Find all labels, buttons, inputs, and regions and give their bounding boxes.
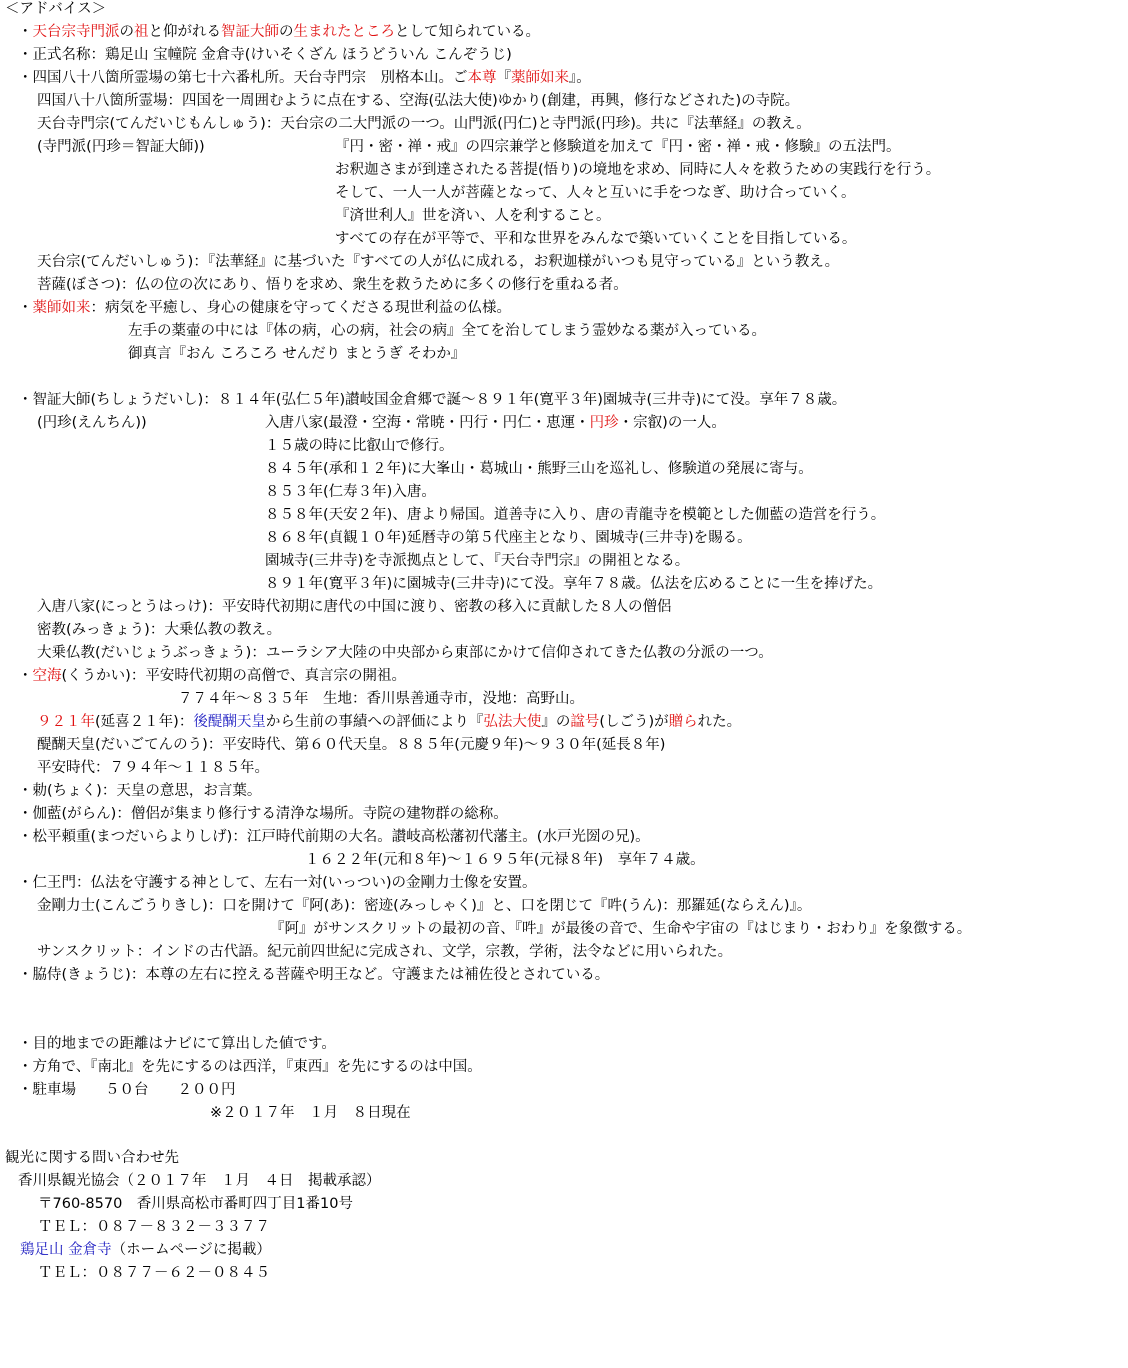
text-segment: ・松平頼重(まつだいらよりしげ)：江戸時代前期の大名。讃岐高松藩初代藩主。(水戸光圀の兄)。 [18, 829, 650, 845]
highlighted-text: 生まれたところ [293, 24, 395, 40]
text-segment: ・勅(ちょく)：天皇の意思，お言葉。 [18, 783, 262, 799]
highlighted-text: 鶏足山 金倉寺 [20, 1242, 112, 1258]
text-line [305, 850, 705, 870]
text-segment: 入唐八家(にっとうはっけ)：平安時代初期に唐代の中国に渡り、密教の移入に貢献した８人の僧侶 [37, 599, 672, 615]
text-line [37, 758, 269, 778]
text-line [37, 712, 741, 732]
text-segment: ・四国八十八箇所霊場の第七十六番札所。天台寺門宗 別格本山。ご [18, 70, 468, 86]
text-line [37, 275, 628, 295]
text-segment: ・ [18, 24, 33, 40]
text-line [20, 1240, 271, 1260]
text-segment: 菩薩(ぼさつ)：仏の位の次にあり、悟りを求め、衆生を救うために多くの修行を重ねる者。 [37, 277, 628, 293]
highlighted-text: 円珍 [589, 415, 619, 431]
text-line [37, 620, 281, 640]
text-segment: ・仁王門：仏法を守護する神として、左右一対(いっつい)の金剛力士像を安置。 [18, 875, 537, 891]
text-line [37, 114, 811, 134]
text-segment: ・目的地までの距離はナビにて算出した値です。 [18, 1036, 336, 1052]
text-segment: そして、一人一人が菩薩となって、人々と互いに手をつなぎ、助け合っていく。 [335, 185, 856, 201]
highlighted-text: 後醍醐天皇 [193, 714, 266, 730]
text-segment: の [279, 24, 294, 40]
text-segment: 左手の薬壷の中には『体の病，心の病，社会の病』全てを治してしまう霊妙なる薬が入っている。 [128, 323, 766, 339]
text-segment: ・駐車場 ５０台 ２００円 [18, 1082, 236, 1098]
highlighted-text: 薬師如来 [32, 300, 91, 316]
text-line [335, 229, 856, 249]
text-segment: (円珍(えんちん)) [37, 415, 147, 431]
text-line [37, 413, 147, 433]
text-line [335, 160, 940, 180]
text-line [335, 206, 611, 226]
text-segment: として知られている。 [395, 24, 540, 40]
text-segment: ＴＥＬ：０８７－８３２－３３７７ [38, 1219, 270, 1235]
text-line [265, 482, 436, 502]
text-segment: ・ [18, 668, 33, 684]
text-line [18, 781, 261, 801]
text-segment: ・智証大師(ちしょうだいし)：８１４年(弘仁５年)讃岐国金倉郷で誕～８９１年(寛平３年)園城寺(三井寺)にて没。享年７８歳。 [18, 392, 847, 408]
text-segment: 『円・密・禅・戒』の四宗兼学と修験道を加えて『円・密・禅・戒・修験』の五法門。 [335, 139, 901, 155]
highlighted-text: 智証大師 [221, 24, 279, 40]
text-line [18, 804, 508, 824]
text-line [37, 735, 665, 755]
text-segment: (くうかい)：平安時代初期の高僧で、真言宗の開祖。 [61, 668, 407, 684]
text-segment: 『 [496, 70, 511, 86]
text-segment: ８５３年(仁寿３年)入唐。 [265, 484, 436, 500]
advice-heading: ＜アドバイス＞ [5, 1, 107, 17]
text-segment: ※２０１７年 １月 ８日現在 [210, 1105, 411, 1121]
text-line [335, 137, 901, 157]
highlighted-text: 本尊 [467, 70, 497, 86]
text-line [18, 68, 591, 88]
text-line [38, 1263, 270, 1283]
highlighted-text: 弘法大使 [483, 714, 542, 730]
text-segment: お釈迦さまが到達されたる菩提(悟り)の境地を求め、同時に人々を救うための実践行を行う。 [335, 162, 941, 178]
text-line [265, 436, 454, 456]
text-line [18, 1057, 482, 1077]
text-line [128, 321, 766, 341]
text-segment: 天台寺門宗(てんだいじもんしゅう)：天台宗の二大門派の一つ。山門派(円仁)と寺門派(円珍)。共に『法華経』の教え。 [37, 116, 811, 132]
text-segment: (寺門派(円珍＝智証大師)) [37, 139, 205, 155]
text-line [37, 643, 773, 663]
text-line [265, 574, 882, 594]
text-line [18, 298, 511, 318]
text-line [18, 1034, 336, 1054]
highlighted-text: 諡号 [570, 714, 600, 730]
text-line [37, 91, 799, 111]
text-line [265, 528, 752, 548]
text-segment: 天台宗(てんだいしゅう)：『法華経』に基づいた『すべての人が仏に成れる，お釈迦様がいつも見守っている』という教え。 [37, 254, 840, 270]
text-segment: 金剛力士(こんごうりきし)：口を開けて『阿(あ)：密迹(みっしゃく)』と、口を閉じて『吽(うん)：那羅延(ならえん)』。 [37, 898, 812, 914]
text-segment: の [119, 24, 134, 40]
text-line [335, 183, 856, 203]
text-line [18, 390, 846, 410]
text-segment: (延喜２１年)： [95, 714, 194, 730]
text-line [37, 896, 811, 916]
text-line [38, 1217, 270, 1237]
text-line [265, 505, 885, 525]
text-segment: と仰がれる [148, 24, 221, 40]
text-segment: １６２２年(元和８年)～１６９５年(元禄８年) 享年７４歳。 [305, 852, 705, 868]
text-segment: 平安時代：７９４年～１１８５年。 [37, 760, 269, 776]
text-line [38, 1194, 353, 1214]
text-segment: 』。 [569, 70, 591, 86]
text-line [5, 1148, 179, 1168]
text-segment: ・脇侍(きょうじ)：本尊の左右に控える菩薩や明王など。守護または補佐役とされている。 [18, 967, 610, 983]
text-segment: 香川県観光協会（２０１７年 １月 ４日 掲載承認） [18, 1173, 381, 1189]
text-segment: 観光に関する問い合わせ先 [5, 1150, 179, 1166]
text-line [18, 45, 512, 65]
text-segment: ８４５年(承和１２年)に大峯山・葛城山・熊野三山を巡礼し、修験道の発展に寄与。 [265, 461, 813, 477]
text-line [18, 1171, 381, 1191]
text-segment: 『阿』がサンスクリットの最初の音、『吽』が最後の音で、生命や宇宙の『はじまり・おわり』を象徴する。 [270, 921, 972, 937]
text-line [18, 827, 650, 847]
text-line [18, 1080, 236, 1100]
text-segment: ＴＥＬ：０８７７－６２－０８４５ [38, 1265, 270, 1281]
text-segment: 四国八十八箇所霊場：四国を一周囲むように点在する、空海(弘法大使)ゆかり(創建，再興，修行などされた)の寺院。 [37, 93, 800, 109]
text-segment: 』の [541, 714, 571, 730]
highlighted-text: ９２１年 [37, 714, 95, 730]
text-line [265, 413, 726, 433]
text-line [18, 22, 540, 42]
text-line [37, 597, 672, 617]
text-line [265, 459, 813, 479]
text-segment: 大乗仏教(だいじょうぶっきょう)：ユーラシア大陸の中央部から東部にかけて信仰されてきた仏教の分派の一つ。 [37, 645, 773, 661]
text-segment: 園城寺(三井寺)を寺派拠点として、『天台寺門宗』の開祖となる。 [265, 553, 690, 569]
text-line [265, 551, 689, 571]
text-segment: 御真言『おん ころころ せんだり まとうぎ そわか』 [128, 346, 466, 362]
text-segment: ・正式名称：鶏足山 宝幢院 金倉寺(けいそくざん ほうどういん こんぞうじ) [18, 47, 512, 63]
text-line [270, 919, 971, 939]
text-segment: ８５８年(天安２年)、唐より帰国。道善寺に入り、唐の青龍寺を模範とした伽藍の造営を行う。 [265, 507, 886, 523]
highlighted-text: 薬師如来 [511, 70, 569, 86]
text-line [128, 344, 465, 364]
text-line [210, 1103, 411, 1123]
text-segment: 入唐八家(最澄・空海・常暁・円行・円仁・恵運・ [265, 415, 590, 431]
text-segment: (しごう)が [599, 714, 669, 730]
text-line [37, 942, 732, 962]
text-segment: １５歳の時に比叡山で修行。 [265, 438, 454, 454]
text-line [37, 252, 839, 272]
highlighted-text: 天台宗寺門派 [32, 24, 120, 40]
text-segment: ：病気を平癒し、身心の健康を守ってくださる現世利益の仏様。 [90, 300, 511, 316]
text-segment: （ホームページに掲載） [111, 1242, 271, 1258]
text-segment: サンスクリット：インドの古代語。紀元前四世紀に完成され、文学，宗教，学術，法令などに用いられた。 [37, 944, 733, 960]
text-segment: ・宗叡)の一人。 [618, 415, 726, 431]
text-segment: から生前の事績への評価により『 [265, 714, 484, 730]
text-segment: れた。 [697, 714, 742, 730]
text-segment: 『済世利人』世を済い、人を利すること。 [335, 208, 611, 224]
text-line [18, 873, 537, 893]
text-segment: ・方角で、『南北』を先にするのは西洋，『東西』を先にするのは中国。 [18, 1059, 482, 1075]
highlighted-text: 贈ら [668, 714, 698, 730]
text-segment: 醍醐天皇(だいごてんのう)：平安時代、第６０代天皇。８８５年(元慶９年)～９３０年(延長８年) [37, 737, 666, 753]
text-line [18, 965, 609, 985]
text-segment: ７７４年～８３５年 生地：香川県善通寺市，没地：高野山。 [178, 691, 584, 707]
text-segment: ８９１年(寛平３年)に園城寺(三井寺)にて没。享年７８歳。仏法を広めることに一生を捧げた。 [265, 576, 883, 592]
text-line [18, 666, 406, 686]
text-line [178, 689, 584, 709]
highlighted-text: 祖 [134, 24, 149, 40]
text-segment: ・ [18, 300, 33, 316]
text-segment: すべての存在が平等で、平和な世界をみんなで築いていくことを目指している。 [335, 231, 857, 247]
text-segment: ・伽藍(がらん)：僧侶が集まり修行する清浄な場所。寺院の建物群の総称。 [18, 806, 508, 822]
text-line [37, 137, 205, 157]
text-segment: ８６８年(貞観１０年)延暦寺の第５代座主となり、園城寺(三井寺)を賜る。 [265, 530, 752, 546]
text-segment: 〒760-8570 香川県高松市番町四丁目1番10号 [38, 1196, 353, 1212]
text-segment: 密教(みっきょう)：大乗仏教の教え。 [37, 622, 282, 638]
highlighted-text: 空海 [32, 668, 62, 684]
